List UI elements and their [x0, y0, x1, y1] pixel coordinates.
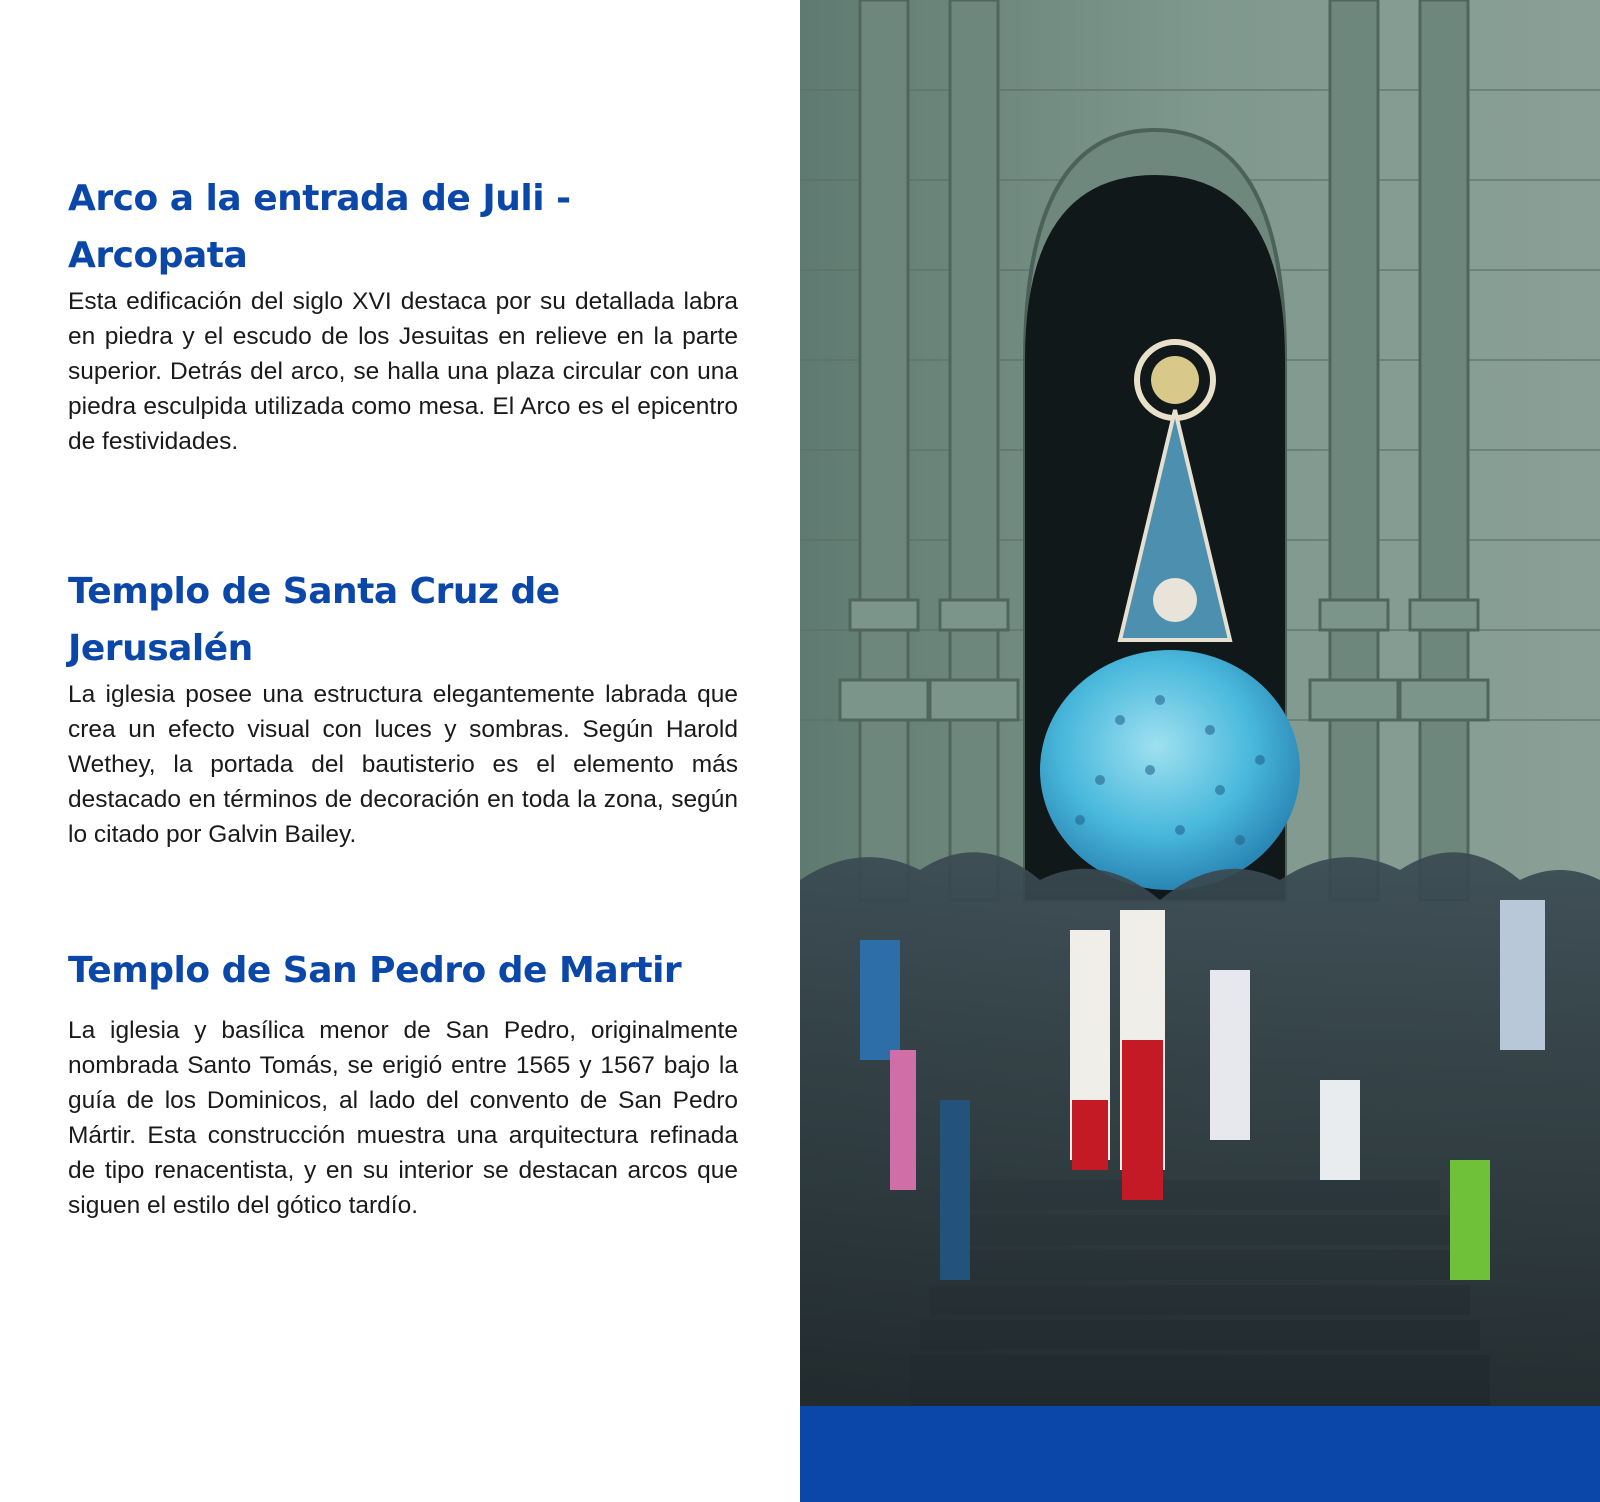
section-title: Templo de Santa Cruz de Jerusalén — [68, 571, 560, 669]
section-title: Arco a la entrada de Juli - Arcopata — [68, 178, 571, 276]
section-santa-cruz — [68, 563, 738, 852]
church-procession-photo-icon — [800, 0, 1600, 1406]
accent-bar — [800, 1406, 1600, 1502]
section-body: La iglesia posee una estructura elegantemente labrada que crea un efecto visual con luces y sombras. Según Harold Wethey, la portada del bautisterio es el elemento más destacado en términos de decoración en toda la zona, según lo citado por Galvin Bailey. — [68, 681, 738, 848]
section-arco-juli — [68, 170, 738, 459]
section-title: Templo de San Pedro de Martir — [68, 950, 682, 991]
section-body: La iglesia y basílica menor de San Pedro, originalmente nombrada Santo Tomás, se erigió entre 1565 y 1567 bajo la guía de los Dominicos, al lado del convento de San Pedro Mártir. Esta construcción muestra una arquitectura refinada de tipo renacentista, y en su interior se destacan arcos que siguen el estilo del gótico tardío. — [68, 1017, 738, 1219]
church-procession-photo — [800, 0, 1600, 1406]
section-body: Esta edificación del siglo XVI destaca por su detallada labra en piedra y el escudo de los Jesuitas en relieve en la parte superior. Detrás del arco, se halla una plaza circular con una piedra esculpida utilizada como mesa. El Arco es el epicentro de festividades. — [68, 288, 738, 455]
section-san-pedro — [68, 942, 738, 1223]
